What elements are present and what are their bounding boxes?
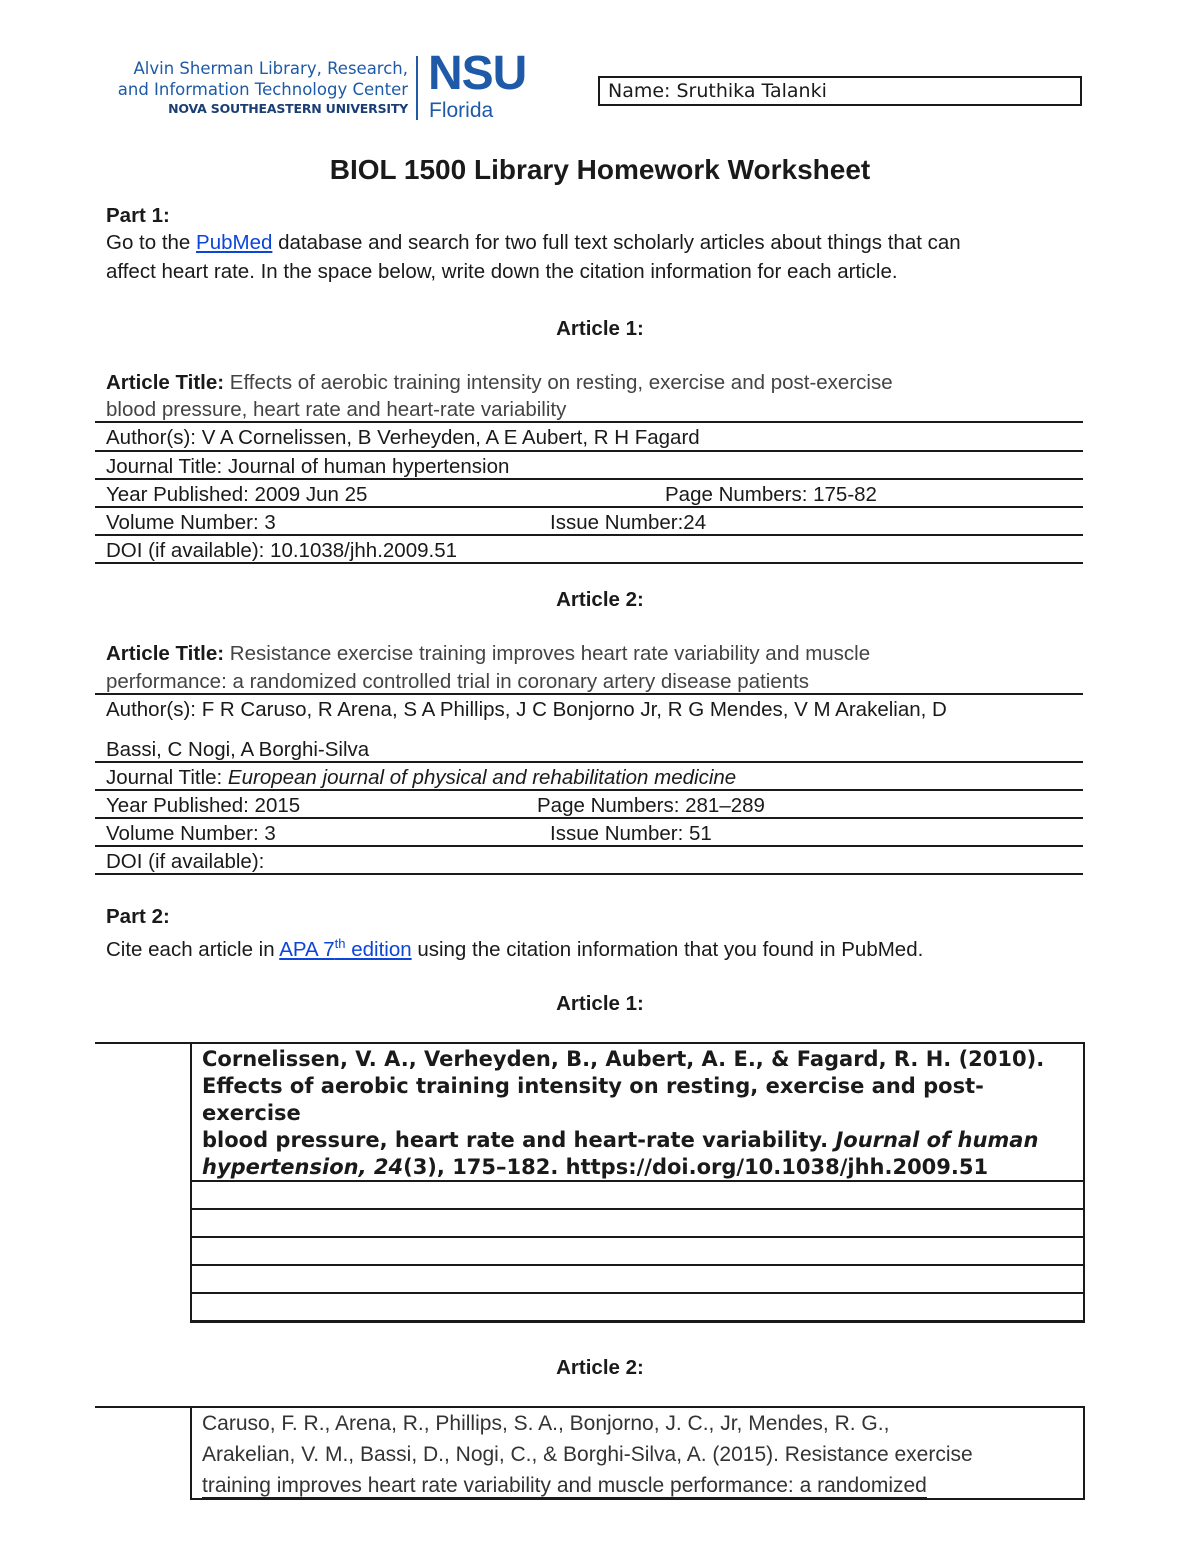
apa-link[interactable]	[279, 938, 411, 961]
logo-line-1: Alvin Sherman Library, Research,	[133, 59, 408, 78]
citation1-lead-rule	[95, 1042, 190, 1044]
citation1-blank-row	[192, 1320, 1083, 1344]
citation2-line2: Arakelian, V. M., Bassi, D., Nogi, C., & Borghi-Silva, A. (2015). Resistance exercise	[202, 1443, 973, 1466]
article2-authors-line1: Author(s): F R Caruso, R Arena, S A Phillips, J C Bonjorno Jr, R G Mendes, V M Arakelian, D	[106, 698, 947, 721]
article2-pages	[537, 791, 765, 820]
pubmed-link[interactable]: PubMed	[196, 231, 273, 254]
rule	[95, 562, 1083, 564]
article2-doi: DOI (if available):	[106, 850, 265, 873]
article2-issue: Issue Number: 51	[550, 822, 712, 845]
article2-journal-value: European journal of physical and rehabilitation medicine	[227, 766, 737, 789]
part1-instructions-line2: affect heart rate. In the space below, write down the citation information for each article.	[106, 260, 898, 283]
article1-title-value: Effects of aerobic training intensity on resting, exercise and post-exercise	[224, 371, 893, 394]
citation2-heading: Article 2:	[556, 1356, 644, 1379]
article1-pages-field: Page Numbers: 175-82	[665, 483, 877, 506]
citation1-volume-italic: hypertension, 24	[202, 1155, 404, 1179]
article2-title-line1	[106, 639, 870, 668]
part1-heading: Part 1:	[106, 204, 170, 227]
citation1-blank-row	[192, 1208, 1083, 1236]
part2-instr-text-b: using the citation information that you found in PubMed.	[411, 937, 924, 961]
citation1-line4	[202, 1154, 1073, 1180]
citation1-heading: Article 1:	[556, 992, 644, 1015]
citation1-journal-italic: Journal of human	[835, 1128, 1039, 1152]
logo-line-3: NOVA SOUTHEASTERN UNIVERSITY	[168, 101, 408, 116]
nsu-logo-text: NSU	[428, 47, 527, 100]
article1-pages	[665, 480, 877, 509]
citation1-text	[192, 1044, 1083, 1180]
name-field[interactable]: Name: Sruthika Talanki	[598, 76, 1082, 106]
logo-line-2: and Information Technology Center	[117, 80, 408, 99]
article2-title-value: Resistance exercise training improves heart rate variability and muscle	[224, 642, 871, 665]
article1-year-field: Year Published: 2009 Jun 25	[106, 483, 368, 506]
article2-title-line2: performance: a randomized controlled trial in coronary artery disease patients	[106, 670, 810, 693]
citation1-blank-row	[192, 1264, 1083, 1292]
nsu-logo-sub: Florida	[429, 99, 494, 122]
article2-volume: Volume Number: 3	[106, 822, 276, 845]
part2-instructions	[106, 929, 923, 964]
citation2-text	[192, 1408, 1083, 1501]
article1-heading: Article 1:	[556, 317, 644, 340]
library-logo	[112, 58, 408, 118]
part1-instr-text-b: database and search for two full text scholarly articles about things that can	[272, 231, 961, 254]
rule	[95, 873, 1083, 875]
apa-link-sup: th	[334, 936, 346, 951]
page-title: BIOL 1500 Library Homework Worksheet	[329, 154, 871, 185]
logo-divider	[416, 56, 418, 120]
citation1-box[interactable]	[190, 1042, 1085, 1323]
article1-issue: Issue Number:24	[550, 511, 707, 534]
article1-journal	[106, 452, 509, 481]
citation2-line3-text: training improves heart rate variability and muscle performance: a randomized	[202, 1474, 927, 1497]
article1-authors: Author(s): V A Cornelissen, B Verheyden, A E Aubert, R H Fagard	[106, 426, 700, 449]
citation2-box[interactable]	[190, 1406, 1085, 1500]
citation1-line3-text: blood pressure, heart rate and heart-rate variability.	[202, 1128, 836, 1152]
article1-title-label: Article Title:	[106, 371, 225, 394]
article2-authors-line2: Bassi, C Nogi, A Borghi-Silva	[106, 738, 370, 761]
article2-pages-field: Page Numbers: 281–289	[537, 794, 765, 817]
article1-title-line2: blood pressure, heart rate and heart-rate variability	[106, 398, 567, 421]
article2-journal	[106, 763, 736, 792]
citation2-line3	[202, 1470, 1073, 1501]
citation1-line3	[202, 1127, 1073, 1154]
article2-journal-label: Journal Title:	[106, 766, 228, 789]
part1-instr-text-a: Go to the	[106, 231, 197, 254]
apa-link-text2: edition	[345, 937, 412, 961]
article1-journal-value: Journal of human hypertension	[222, 455, 510, 478]
citation1-blank-row	[192, 1180, 1083, 1208]
article1-title-line1	[106, 368, 893, 397]
citation1-blank-row	[192, 1292, 1083, 1320]
article2-heading: Article 2:	[556, 588, 644, 611]
article1-journal-label: Journal Title:	[106, 455, 223, 478]
article2-title-label: Article Title:	[106, 642, 225, 665]
part1-instructions-line1	[106, 228, 961, 257]
article1-year	[106, 480, 367, 509]
citation1-line1: Cornelissen, V. A., Verheyden, B., Aubert, A. E., & Fagard, R. H. (2010).	[202, 1047, 1045, 1071]
citation2-lead-rule	[95, 1406, 190, 1408]
article1-doi: DOI (if available): 10.1038/jhh.2009.51	[106, 539, 458, 562]
citation1-line2: Effects of aerobic training intensity on resting, exercise and post-exercise	[202, 1074, 984, 1125]
part2-instr-text-a: Cite each article in	[106, 937, 280, 961]
article1-volume: Volume Number: 3	[106, 511, 276, 534]
citation1-blank-row	[192, 1236, 1083, 1264]
apa-link-text: APA 7	[279, 937, 335, 961]
citation2-line1: Caruso, F. R., Arena, R., Phillips, S. A., Bonjorno, J. C., Jr, Mendes, R. G.,	[202, 1412, 890, 1435]
citation1-line4-text: (3), 175–182. https://doi.org/10.1038/jhh.2009.51	[403, 1155, 989, 1179]
article2-year: Year Published: 2015	[106, 794, 301, 817]
part2-heading: Part 2:	[106, 905, 170, 928]
